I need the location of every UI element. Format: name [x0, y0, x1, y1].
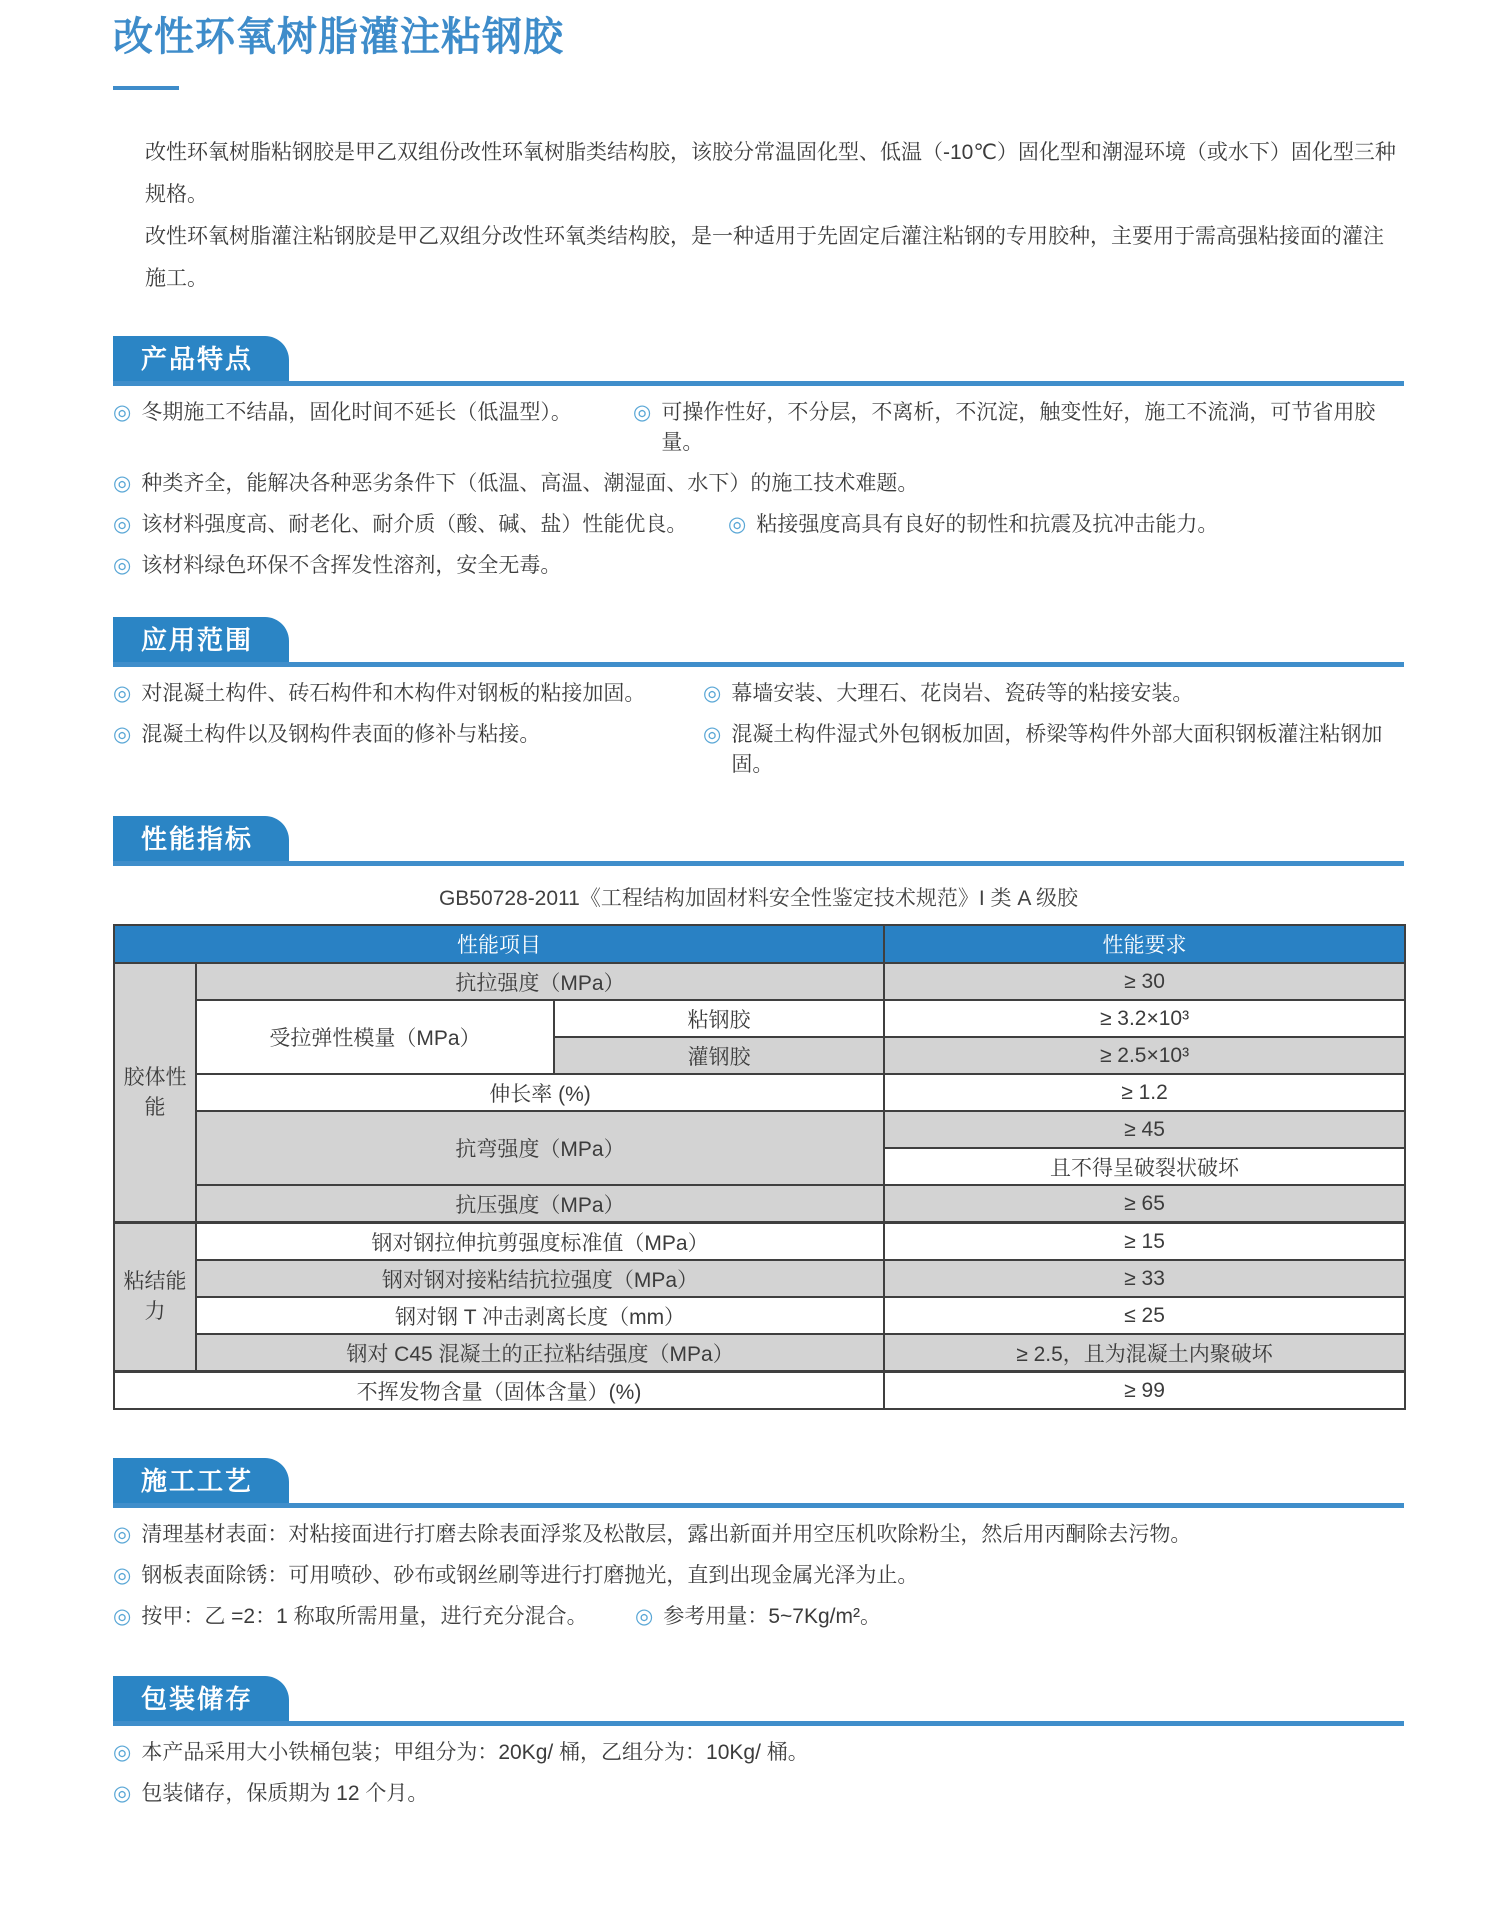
packaging-list: [113, 1738, 1404, 1809]
table-cell-value: 且不得呈破裂状破坏: [884, 1148, 1405, 1185]
list-item: [633, 398, 1404, 458]
list-item: [113, 1520, 1191, 1550]
list-row: [113, 720, 1404, 780]
list-row: [113, 551, 1404, 581]
bullet-icon: ◎: [113, 472, 132, 495]
table-cell-label: 抗拉强度（MPa）: [196, 963, 884, 1000]
section-badge-process: 施工工艺: [113, 1458, 289, 1503]
title-underline: [113, 86, 179, 90]
column-header-item: 性能项目: [114, 925, 884, 963]
bullet-icon: ◎: [113, 723, 132, 746]
bullet-icon: ◎: [113, 554, 132, 577]
list-item: [113, 1738, 809, 1768]
section-badge-applications: 应用范围: [113, 617, 289, 662]
table-cell-label: 不挥发物含量（固体含量）(%): [114, 1372, 884, 1410]
list-item: [113, 1602, 635, 1632]
table-cell-label: 钢对钢对接粘结抗拉强度（MPa）: [196, 1260, 884, 1297]
list-row: [113, 1779, 1404, 1809]
table-row: [114, 963, 1405, 1000]
bullet-icon: ◎: [113, 682, 132, 705]
section-header-packaging: [113, 1676, 1404, 1726]
list-item-text: 包装储存，保质期为 12 个月。: [141, 1782, 429, 1805]
list-item-text: 参考用量：5~7Kg/m²。: [663, 1605, 881, 1628]
table-row: [114, 1185, 1405, 1223]
bullet-icon: ◎: [113, 1605, 132, 1628]
bullet-icon: ◎: [728, 513, 747, 536]
table-cell-value: ≥ 1.2: [884, 1074, 1405, 1111]
page-title: 改性环氧树脂灌注粘钢胶: [113, 15, 564, 59]
list-item: [113, 469, 918, 499]
intro-line-2: 改性环氧树脂灌注粘钢胶是甲乙双组分改性环氧类结构胶，是一种适用于先固定后灌注粘钢的专用胶种，主要用于需高强粘接面的灌注施工。: [145, 225, 1384, 290]
list-item: [113, 398, 633, 428]
section-header-features: [113, 336, 1404, 386]
table-cell-value: ≥ 15: [884, 1223, 1405, 1261]
table-cell-label: 伸长率 (%): [196, 1074, 884, 1111]
table-row: [114, 1297, 1405, 1334]
list-item-text: 该材料强度高、耐老化、耐介质（酸、碱、盐）性能优良。: [141, 513, 688, 536]
table-row: [114, 1000, 1405, 1037]
table-cell-sublabel: 粘钢胶: [554, 1000, 884, 1037]
list-item: [113, 510, 728, 540]
table-cell-label: 钢对钢 T 冲击剥离长度（mm）: [196, 1297, 884, 1334]
group-cell-bond: 粘结能力: [114, 1223, 196, 1372]
list-item-text: 可操作性好，不分层，不离析，不沉淀，触变性好，施工不流淌，可节省用胶量。: [661, 401, 1376, 454]
list-row: [113, 510, 1404, 540]
section-badge-performance: 性能指标: [113, 816, 289, 861]
features-list: [113, 398, 1404, 581]
list-item-text: 种类齐全，能解决各种恶劣条件下（低温、高温、潮湿面、水下）的施工技术难题。: [141, 472, 919, 495]
list-item: [113, 679, 703, 709]
table-caption: GB50728-2011《工程结构加固材料安全性鉴定技术规范》I 类 A 级胶: [438, 887, 1079, 910]
performance-table: [113, 924, 1406, 1410]
list-item: [635, 1602, 881, 1632]
list-item: [113, 720, 703, 750]
list-item-text: 按甲：乙 =2：1 称取所需用量，进行充分混合。: [141, 1605, 588, 1628]
list-item-text: 混凝土构件以及钢构件表面的修补与粘接。: [141, 723, 541, 746]
section-header-process: [113, 1458, 1404, 1508]
list-item-text: 钢板表面除锈：可用喷砂、砂布或钢丝刷等进行打磨抛光，直到出现金属光泽为止。: [141, 1564, 919, 1587]
table-cell-label: 钢对钢拉伸抗剪强度标准值（MPa）: [196, 1223, 884, 1261]
table-cell-value: ≥ 45: [884, 1111, 1405, 1148]
table-cell-value: ≥ 3.2×10³: [884, 1000, 1405, 1037]
bottom-whitespace: [113, 1809, 1404, 1869]
table-row: [114, 1223, 1405, 1261]
column-header-requirement: 性能要求: [884, 925, 1405, 963]
bullet-icon: ◎: [113, 1523, 132, 1546]
list-row: [113, 1738, 1404, 1768]
table-cell-label: 抗弯强度（MPa）: [196, 1111, 884, 1185]
list-item-text: 对混凝土构件、砖石构件和木构件对钢板的粘接加固。: [141, 682, 646, 705]
list-item-text: 幕墙安装、大理石、花岗岩、瓷砖等的粘接安装。: [731, 682, 1194, 705]
list-item: [703, 679, 1193, 709]
list-row: [113, 1602, 1404, 1632]
table-cell-value: ≥ 99: [884, 1372, 1405, 1410]
table-cell-sublabel: 灌钢胶: [554, 1037, 884, 1074]
bullet-icon: ◎: [633, 401, 652, 424]
intro-line-1: 改性环氧树脂粘钢胶是甲乙双组份改性环氧树脂类结构胶，该胶分常温固化型、低温（-10℃）固化型和潮湿环境（或水下）固化型三种规格。: [145, 141, 1396, 206]
bullet-icon: ◎: [703, 723, 722, 746]
list-item-text: 冬期施工不结晶，固化时间不延长（低温型）。: [141, 401, 572, 424]
table-cell-value: ≥ 33: [884, 1260, 1405, 1297]
table-cell-label: 抗压强度（MPa）: [196, 1185, 884, 1223]
list-item-text: 混凝土构件湿式外包钢板加固，桥梁等构件外部大面积钢板灌注粘钢加固。: [731, 723, 1383, 776]
list-item-text: 清理基材表面：对粘接面进行打磨去除表面浮浆及松散层，露出新面并用空压机吹除粉尘，然后用丙酮除去污物。: [141, 1523, 1192, 1546]
bullet-icon: ◎: [113, 401, 132, 424]
section-header-applications: [113, 617, 1404, 667]
list-item-text: 本产品采用大小铁桶包装；甲组分为：20Kg/ 桶，乙组分为：10Kg/ 桶。: [141, 1741, 809, 1764]
list-item: [703, 720, 1404, 780]
table-cell-value: ≥ 30: [884, 963, 1405, 1000]
table-row: [114, 1074, 1405, 1111]
list-item: [113, 1779, 428, 1809]
table-row: [114, 1111, 1405, 1148]
table-cell-value: ≥ 2.5，且为混凝土内聚破坏: [884, 1334, 1405, 1372]
list-row: [113, 469, 1404, 499]
applications-list: [113, 679, 1404, 780]
section-badge-features: 产品特点: [113, 336, 289, 381]
section-header-performance: [113, 816, 1404, 866]
list-row: [113, 398, 1404, 458]
list-row: [113, 679, 1404, 709]
bullet-icon: ◎: [113, 1782, 132, 1805]
bullet-icon: ◎: [635, 1605, 654, 1628]
list-item: [728, 510, 1218, 540]
process-list: [113, 1520, 1404, 1632]
table-cell-value: ≥ 65: [884, 1185, 1405, 1223]
list-item-text: 该材料绿色环保不含挥发性溶剂，安全无毒。: [141, 554, 562, 577]
table-row: [114, 1372, 1405, 1410]
bullet-icon: ◎: [113, 1741, 132, 1764]
list-row: [113, 1520, 1404, 1550]
table-cell-value: ≤ 25: [884, 1297, 1405, 1334]
table-cell-value: ≥ 2.5×10³: [884, 1037, 1405, 1074]
table-cell-label: 钢对 C45 混凝土的正拉粘结强度（MPa）: [196, 1334, 884, 1372]
table-row: [114, 1260, 1405, 1297]
list-item: [113, 1561, 918, 1591]
list-item-text: 粘接强度高具有良好的韧性和抗震及抗冲击能力。: [756, 513, 1219, 536]
table-header-row: [114, 925, 1405, 963]
intro-paragraphs: [113, 132, 1404, 300]
group-cell-glue: 胶体性能: [114, 963, 196, 1223]
table-cell-label: 受拉弹性模量（MPa）: [196, 1000, 554, 1074]
bullet-icon: ◎: [113, 1564, 132, 1587]
bullet-icon: ◎: [703, 682, 722, 705]
table-row: [114, 1334, 1405, 1372]
section-badge-packaging: 包装储存: [113, 1676, 289, 1721]
list-item: [113, 551, 561, 581]
bullet-icon: ◎: [113, 513, 132, 536]
list-row: [113, 1561, 1404, 1591]
